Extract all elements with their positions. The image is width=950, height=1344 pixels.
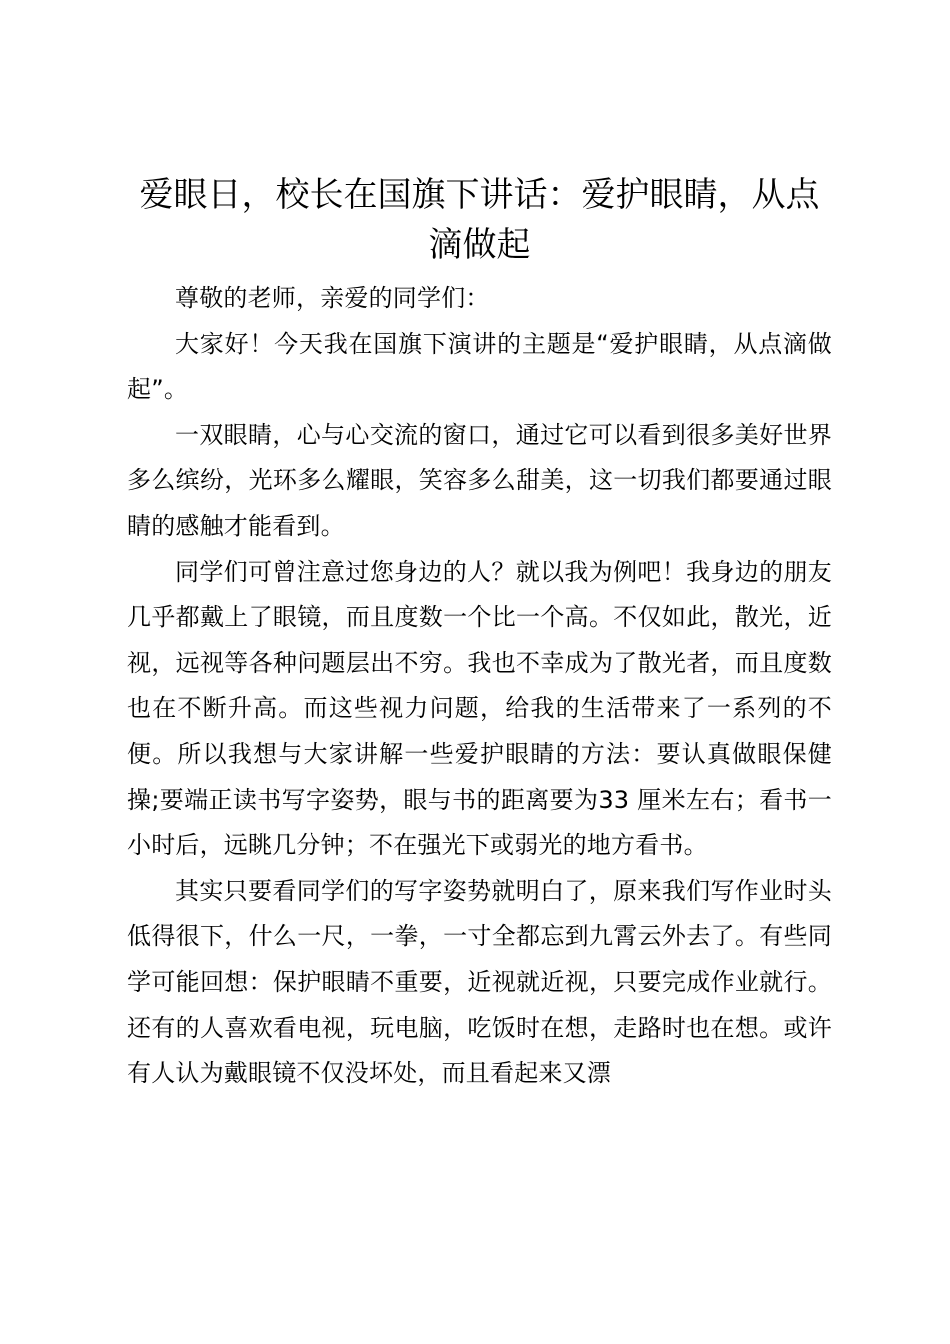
- document-page: [127, 170, 832, 1097]
- paragraph-salutation: 尊敬的老师，亲爱的同学们：: [175, 284, 490, 312]
- document-title: 爱眼日，校长在国旗下讲话：爱护眼睛，从点滴做起: [139, 175, 820, 265]
- paragraph-eye-care-methods: 同学们可曾注意过您身边的人？就以我为例吧！我身边的朋友几乎都戴上了眼镜，而且度数一个比一个高。不仅如此，散光，近视，远视等各种问题层出不穷。我也不幸成为了散光者，而且度数也在不断升高。而这些视力问题，给我的生活带来了一系列的不便。所以我想与大家讲解一些爱护眼睛的方法：要认真做眼保健操;要端正读书写字姿势，眼与书的距离要为33 厘米左右；看书一小时后，远眺几分钟；不在强光下或弱光的地方看书。: [127, 557, 832, 860]
- paragraph-writing-posture: 其实只要看同学们的写字姿势就明白了，原来我们写作业时头低得很下，什么一尺，一拳，一寸全都忘到九霄云外去了。有些同学可能回想：保护眼睛不重要，近视就近视，只要完成作业就行。还有的人喜欢看电视，玩电脑，吃饭时在想，走路时也在想。或许有人认为戴眼镜不仅没坏处，而且看起来又漂: [127, 876, 832, 1088]
- paragraph-greeting: 大家好！今天我在国旗下演讲的主题是“爱护眼睛，从点滴做起”。: [127, 329, 832, 404]
- paragraph-eyes-window: 一双眼睛，心与心交流的窗口，通过它可以看到很多美好世界多么缤纷，光环多么耀眼，笑容多么甜美，这一切我们都要通过眼睛的感触才能看到。: [127, 420, 832, 540]
